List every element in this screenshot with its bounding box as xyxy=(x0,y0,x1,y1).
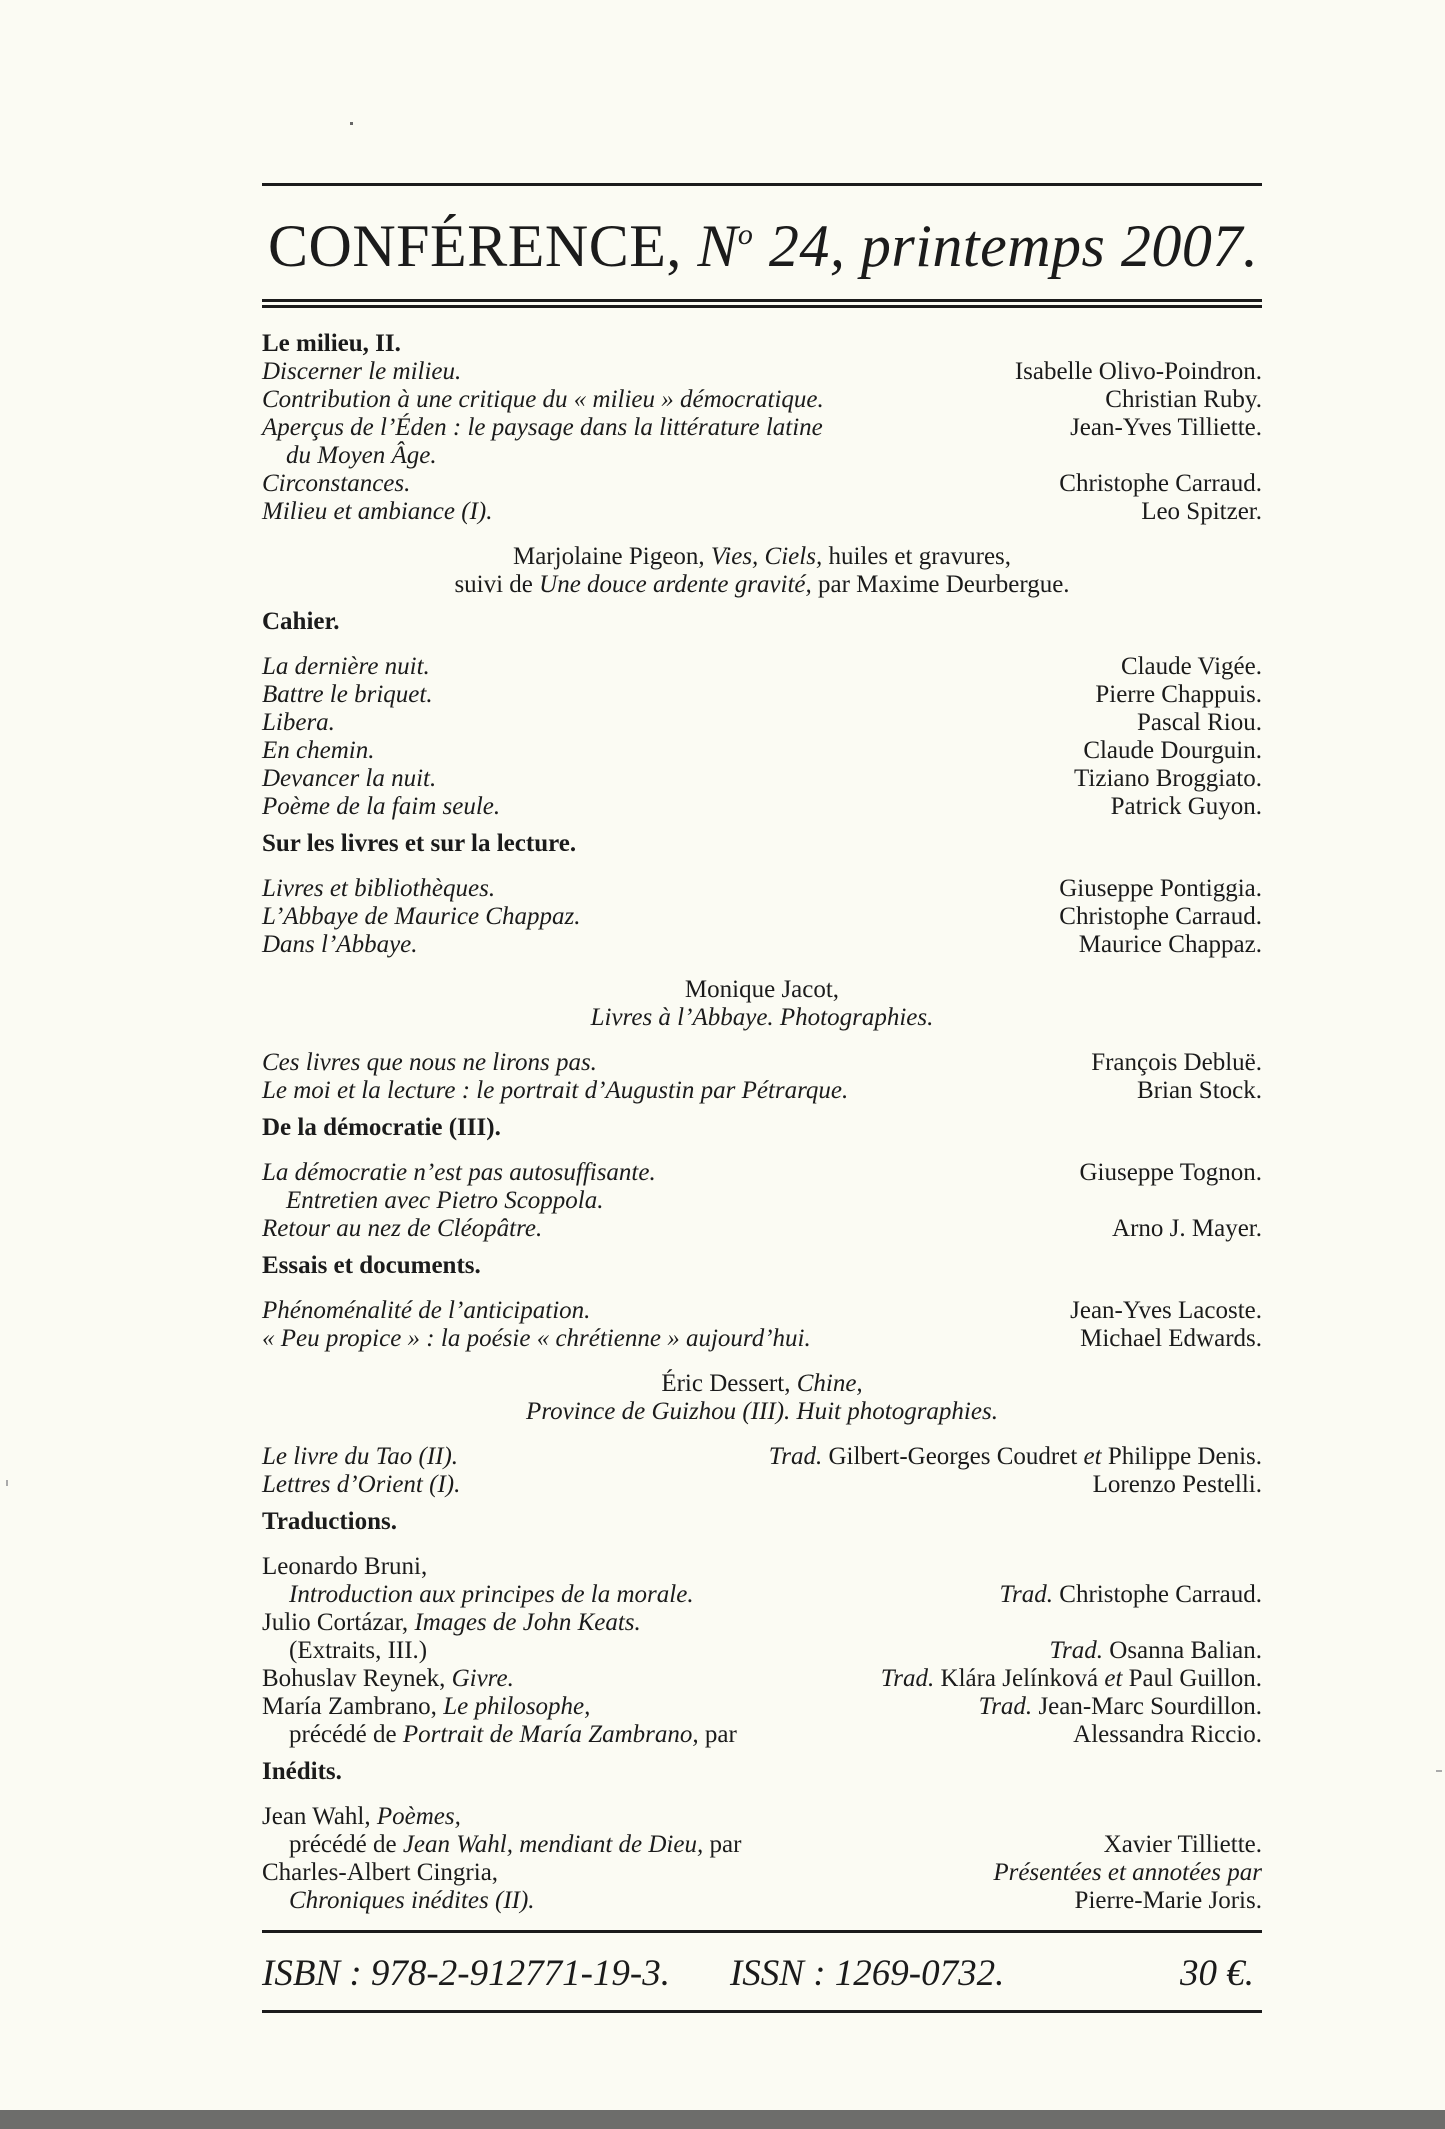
issn: ISSN : 1269-0732. xyxy=(729,1953,1005,1994)
toc-entry: Ces livres que nous ne lirons pas. François Debluë. xyxy=(262,1049,1262,1076)
dessert-entry: Éric Dessert, Chine, Province de Guizhou (III). Huit photographies. xyxy=(526,1370,998,1425)
toc-entry: Lettres d’Orient (I). Lorenzo Pestelli. xyxy=(262,1471,1262,1498)
toc-entry: En chemin. Claude Dourguin. xyxy=(262,737,1262,764)
toc-entry: Discerner le milieu. Isabelle Olivo-Poindron. xyxy=(262,358,1262,385)
back-cover xyxy=(262,183,1262,2013)
toc-entry: Aperçus de l’Éden : le paysage dans la littérature latine Jean-Yves Tilliette. xyxy=(262,414,1262,441)
toc-entry: L’Abbaye de Maurice Chappaz. Christophe Carraud. xyxy=(262,903,1262,930)
scan-mark xyxy=(1436,1770,1442,1772)
toc-entry: précédé de Portrait de María Zambrano, par Alessandra Riccio. xyxy=(289,1721,1262,1748)
footer-bottom-rule xyxy=(262,2010,1262,2013)
table-of-contents xyxy=(262,330,1262,1915)
toc-entry-continuation: du Moyen Âge. xyxy=(286,442,437,469)
toc-entry: Contribution à une critique du « milieu » démocratique. Christian Ruby. xyxy=(262,386,1262,413)
toc-entry: La démocratie n’est pas autosuffisante. Giuseppe Tognon. xyxy=(262,1159,1262,1186)
toc-entry: Devancer la nuit. Tiziano Broggiato. xyxy=(262,765,1262,792)
masthead-number: $N^o$ xyxy=(697,213,754,279)
toc-entry: Poème de la faim seule. Patrick Guyon. xyxy=(262,793,1262,820)
section-heading-livres: Sur les livres et sur la lecture. xyxy=(262,830,577,857)
pigeon-entry: Marjolaine Pigeon, Vies, Ciels, huiles et gravures, suivi de Une douce ardente gravité, par Maxime Deurbergue. xyxy=(454,543,1070,598)
toc-entry: Introduction aux principes de la morale. Trad. Christophe Carraud. xyxy=(289,1581,1262,1608)
section-heading-inedits: Inédits. xyxy=(262,1758,342,1785)
bruni-name: Leonardo Bruni, xyxy=(262,1553,428,1580)
scan-bottom-edge xyxy=(0,2110,1445,2129)
masthead-issue: 24, printemps 2007. xyxy=(768,213,1259,279)
scan-speck xyxy=(350,122,353,125)
toc-entry: Le livre du Tao (II). Trad. Gilbert-Georges Coudret et Philippe Denis. xyxy=(262,1443,1262,1470)
toc-entry: María Zambrano, Le philosophe, Trad. Jean-Marc Sourdillon. xyxy=(262,1693,1262,1720)
toc-entry: précédé de Jean Wahl, mendiant de Dieu, par Xavier Tilliette. xyxy=(289,1831,1262,1858)
section-heading-cahier: Cahier. xyxy=(262,608,340,635)
masthead-double-rule xyxy=(262,299,1262,308)
toc-entry: Le moi et la lecture : le portrait d’Augustin par Pétrarque. Brian Stock. xyxy=(262,1077,1262,1104)
toc-entry: Bohuslav Reynek, Givre. Trad. Klára Jelínková et Paul Guillon. xyxy=(262,1665,1262,1692)
toc-entry-continuation: Entretien avec Pietro Scoppola. xyxy=(286,1187,604,1214)
footer xyxy=(262,1933,1262,2010)
toc-entry: Charles-Albert Cingria, Présentées et annotées par xyxy=(262,1859,1262,1886)
toc-entry: « Peu propice » : la poésie « chrétienne » aujourd’hui. Michael Edwards. xyxy=(262,1325,1262,1352)
toc-entry: (Extraits, III.) Trad. Osanna Balian. xyxy=(289,1637,1262,1664)
masthead-title: CONFÉRENCE, xyxy=(268,213,682,279)
section-heading-traductions: Traductions. xyxy=(262,1508,397,1535)
section-heading-milieu: Le milieu, II. xyxy=(262,330,401,357)
toc-entry: Phénoménalité de l’anticipation. Jean-Yves Lacoste. xyxy=(262,1297,1262,1324)
section-heading-democratie: De la démocratie (III). xyxy=(262,1114,501,1141)
toc-entry: Retour au nez de Cléopâtre. Arno J. Mayer. xyxy=(262,1215,1262,1242)
isbn: ISBN : 978-2-912771-19-3. xyxy=(262,1953,670,1994)
cortazar-entry: Julio Cortázar, Images de John Keats. xyxy=(262,1609,641,1636)
toc-entry: Battre le briquet. Pierre Chappuis. xyxy=(262,681,1262,708)
wahl-entry: Jean Wahl, Poèmes, xyxy=(262,1803,461,1830)
top-rule xyxy=(262,183,1262,186)
price: 30 €. xyxy=(1180,1953,1254,1994)
toc-entry: Chroniques inédites (II). Pierre-Marie Joris. xyxy=(289,1887,1262,1914)
toc-entry: Libera. Pascal Riou. xyxy=(262,709,1262,736)
toc-entry: Livres et bibliothèques. Giuseppe Pontiggia. xyxy=(262,875,1262,902)
section-heading-essais: Essais et documents. xyxy=(262,1252,481,1279)
masthead xyxy=(268,213,1262,279)
scan-mark xyxy=(6,1480,8,1486)
toc-entry: La dernière nuit. Claude Vigée. xyxy=(262,653,1262,680)
jacot-entry: Monique Jacot, Livres à l’Abbaye. Photographies. xyxy=(590,976,934,1031)
toc-entry: Dans l’Abbaye. Maurice Chappaz. xyxy=(262,931,1262,958)
toc-entry: Circonstances. Christophe Carraud. xyxy=(262,470,1262,497)
toc-entry: Milieu et ambiance (I). Leo Spitzer. xyxy=(262,498,1262,525)
